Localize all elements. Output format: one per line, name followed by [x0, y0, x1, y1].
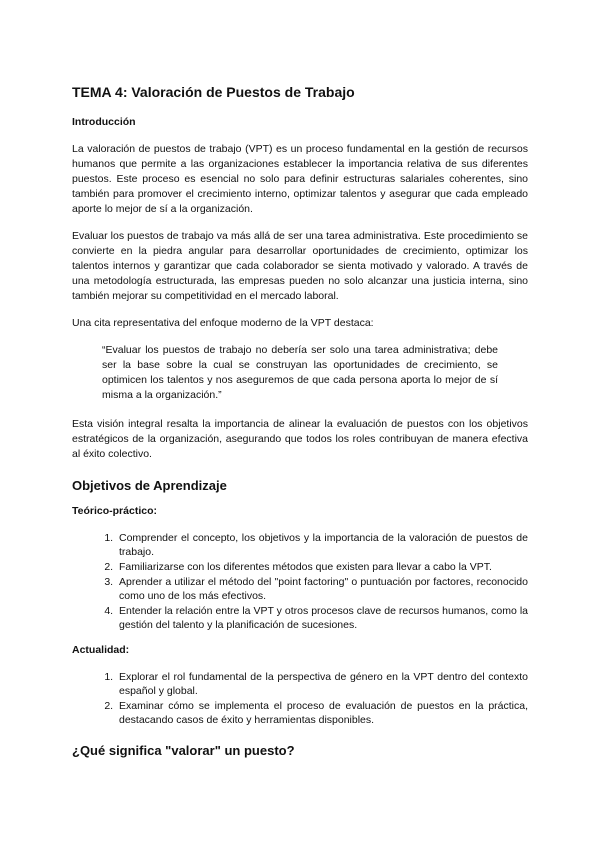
intro-paragraph-2: Evaluar los puestos de trabajo va más allá de ser una tarea administrativa. Este procedimiento se convierte en la piedra angular para desarrollar oportunidades de crecimiento, optimizar los talentos internos y garantizar que cada colaborador se sienta motivado y valorado. A través de una metodología estructurada, las empresas pueden no solo alcanzar una justicia interna, sino también mejorar su competitividad en el mercado laboral.: [72, 230, 528, 302]
list-item: 1. Explorar el rol fundamental de la perspectiva de género en la VPT dentro del contexto español y global.: [116, 670, 528, 698]
intro-paragraph-1: La valoración de puestos de trabajo (VPT) es un proceso fundamental en la gestión de recursos humanos que permite a las organizaciones establecer la importancia relativa de sus diferentes puestos. Este proceso es esencial no solo para definir estructuras salariales coherentes, sino también para promover el crecimiento interno, optimizar talentos y asegurar que cada empleado aporte lo mejor de sí a la organización.: [72, 143, 528, 215]
objectives-heading: Objetivos de Aprendizaje: [72, 478, 227, 493]
page-content: [72, 84, 528, 770]
list-item: 1. Comprender el concepto, los objetivos y la importancia de la valoración de puestos de trabajo.: [116, 531, 528, 559]
theory-heading: Teórico-práctico:: [72, 505, 157, 517]
list-item: 4. Entender la relación entre la VPT y otros procesos clave de recursos humanos, como la gestión del talento y la planificación de sucesiones.: [116, 604, 528, 632]
page-title: TEMA 4: Valoración de Puestos de Trabajo: [72, 84, 355, 100]
list-item: 2. Familiarizarse con los diferentes métodos que existen para llevar a cabo la VPT.: [116, 560, 528, 574]
theory-list: [72, 531, 528, 632]
current-list: [72, 670, 528, 727]
value-heading: ¿Qué significa "valorar" un puesto?: [72, 743, 295, 758]
current-heading: Actualidad:: [72, 644, 130, 656]
quote: “Evaluar los puestos de trabajo no debería ser solo una tarea administrativa; debe ser la base sobre la cual se construyan las oportunidades de crecimiento, se optimicen los talentos y nos aseguremos de que cada persona aporta lo mejor de sí misma a la organización.”: [102, 344, 498, 401]
intro-heading: Introducción: [72, 116, 136, 128]
list-item: 3. Aprender a utilizar el método del "point factoring" o puntuación por factores, reconocido como uno de los más efectivos.: [116, 575, 528, 603]
closing-paragraph: Esta visión integral resalta la importancia de alinear la evaluación de puestos con los objetivos estratégicos de la organización, asegurando que todos los roles contribuyan de manera efectiva al éxito colectivo.: [72, 418, 528, 460]
quote-lead-paragraph: Una cita representativa del enfoque moderno de la VPT destaca:: [72, 317, 374, 329]
list-item: 2. Examinar cómo se implementa el proceso de evaluación de puestos en la práctica, destacando casos de éxito y herramientas disponibles.: [116, 699, 528, 727]
